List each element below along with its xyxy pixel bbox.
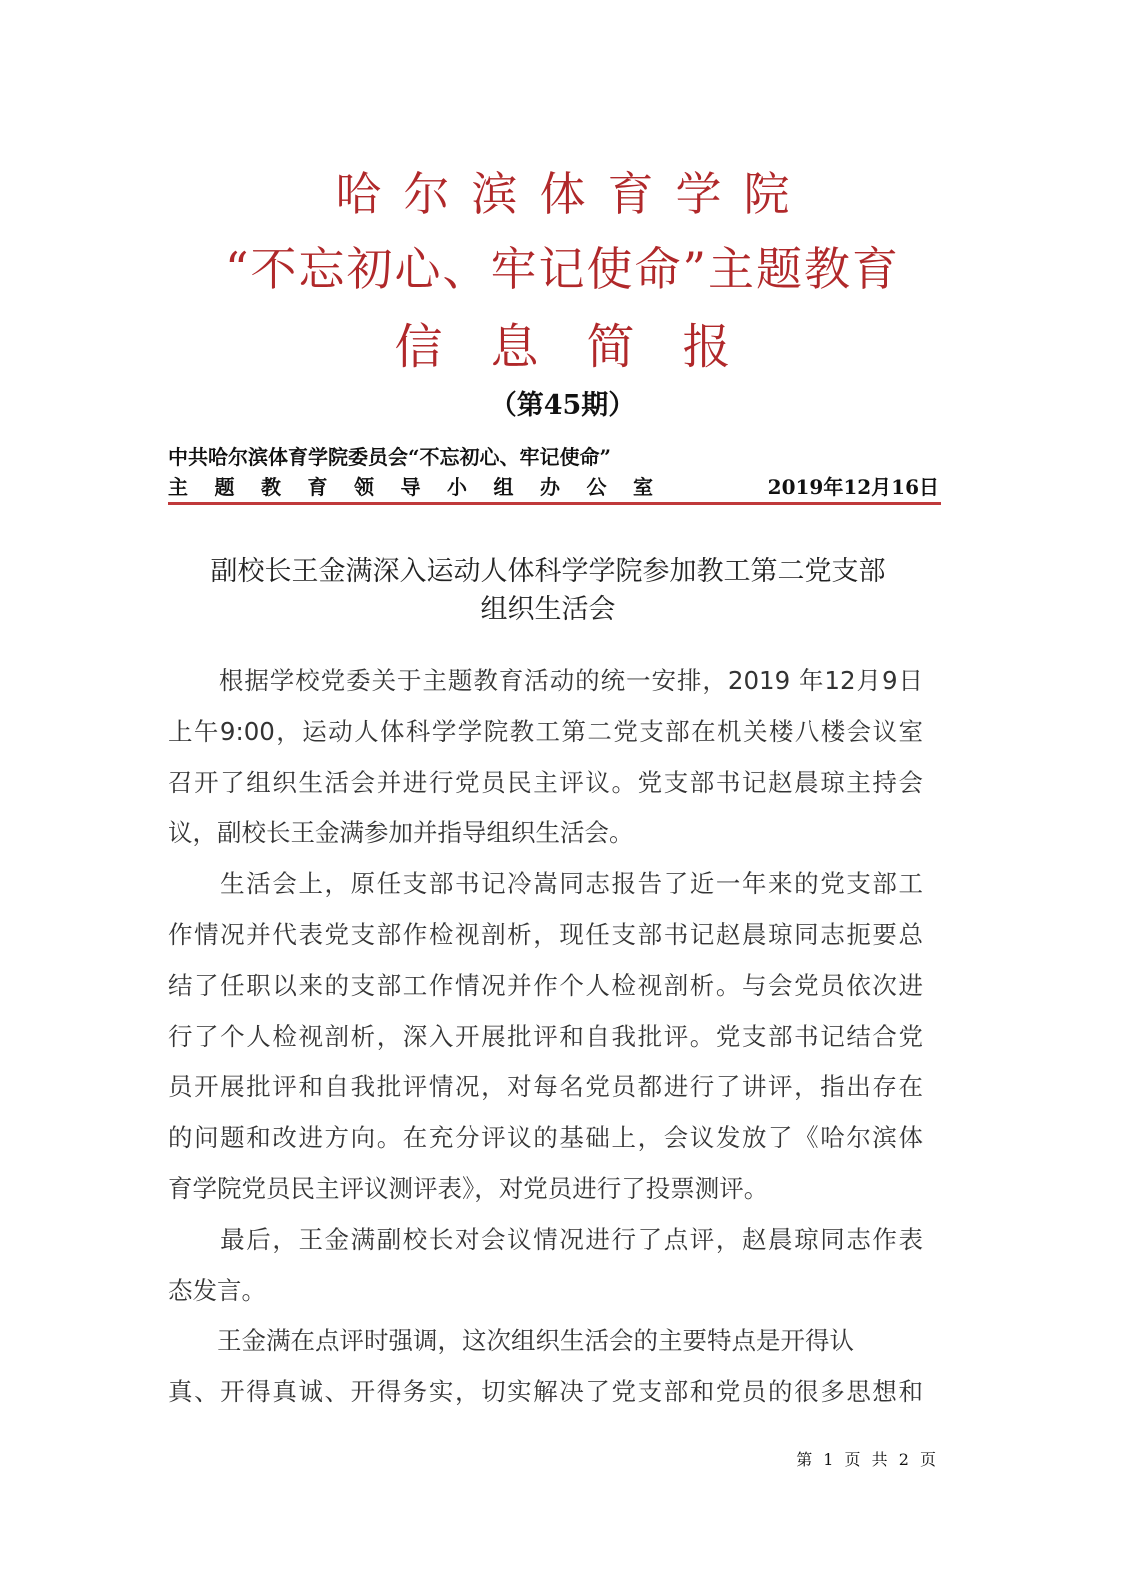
issue-date: 2019年12月16日 [767,475,939,499]
masthead-title-line2: “不忘初心、牢记使命”主题教育 [224,242,901,296]
article-body-line: 结了任职以来的支部工作情况并作个人检视剖析。与会党员依次进 [168,970,923,1000]
article-body-line: 生活会上，原任支部书记冷嵩同志报告了近一年来的党支部工 [168,869,923,899]
article-body-line: 根据学校党委关于主题教育活动的统一安排，2019 年12月9日 [168,666,923,695]
issuer-line2: 主题教育领导小组办公室 [168,475,653,499]
article-body-line: 召开了组织生活会并进行党员民主评议。党支部书记赵晨琼主持会 [168,767,923,797]
article-body-line: 议，副校长王金满参加并指导组织生活会。 [168,818,634,848]
article-body-line: 育学院党员民主评议测评表》，对党员进行了投票测评。 [168,1174,769,1203]
issuer-line1: 中共哈尔滨体育学院委员会“不忘初心、牢记使命” [168,445,612,469]
article-body-line: 作情况并代表党支部作检视剖析，现任支部书记赵晨琼同志扼要总 [168,920,923,949]
article-body-line: 真、开得真诚、开得务实，切实解决了党支部和党员的很多思想和 [168,1377,923,1407]
article-body-line: 态发言。 [168,1275,266,1305]
page-indicator: 第 1 页 共 2 页 [796,1450,939,1469]
masthead-title-line3: 信息简报 [394,319,779,375]
article-body-line: 行了个人检视剖析，深入开展批评和自我批评。党支部书记结合党 [168,1021,923,1051]
article-headline-line2: 组织生活会 [480,594,616,625]
issue-number: （第45期） [489,390,636,421]
article-body-line: 最后，王金满副校长对会议情况进行了点评，赵晨琼同志作表 [168,1224,923,1254]
red-divider [168,502,941,505]
article-body-line: 的问题和改进方向。在充分评议的基础上，会议发放了《哈尔滨体 [168,1123,923,1153]
article-headline-line1: 副校长王金满深入运动人体科学学院参加教工第二党支部 [210,556,886,587]
article-body-line: 员开展批评和自我批评情况，对每名党员都进行了讲评，指出存在 [168,1072,923,1102]
article-body-line: 王金满在点评时强调，这次组织生活会的主要特点是开得认 [168,1326,854,1356]
masthead-title-line1: 哈尔滨体育学院 [335,167,812,221]
article-body-line: 上午9:00，运动人体科学学院教工第二党支部在机关楼八楼会议室 [168,716,923,746]
